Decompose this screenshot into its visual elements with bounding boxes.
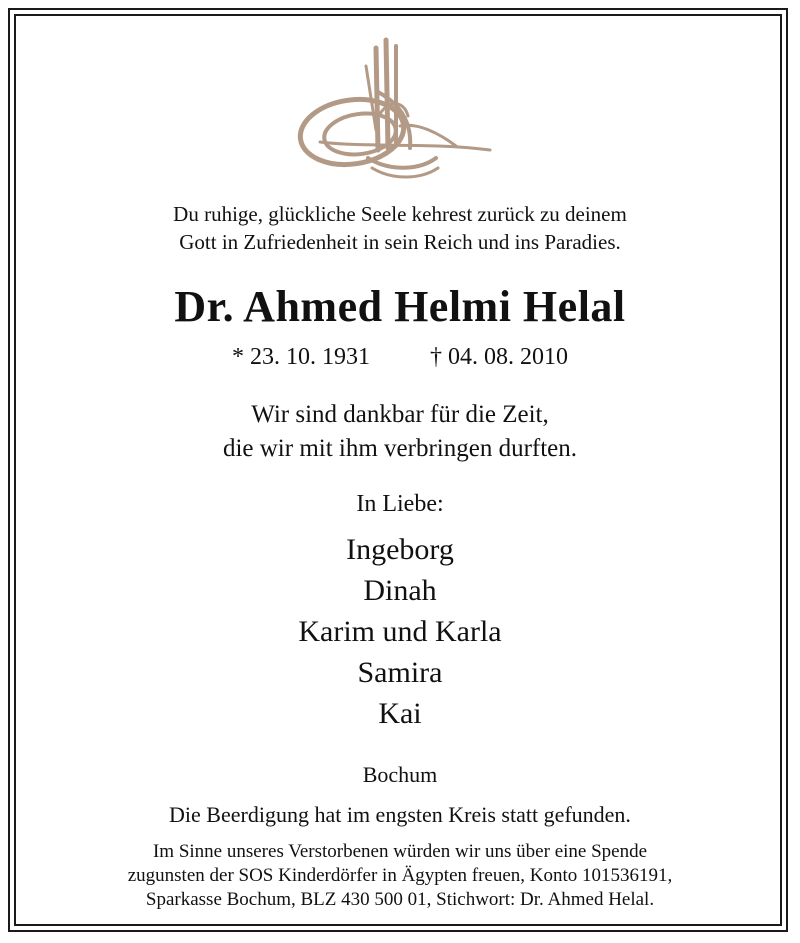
life-dates (0, 345, 800, 369)
mourner-name: Dinah (363, 574, 437, 607)
donation-line-2: zugunsten der SOS Kinderdörfer in Ägypten freuen, Konto 101536191, (127, 865, 673, 886)
verse-line-2: Gott in Zufriedenheit in sein Reich und ins Paradies. (179, 230, 621, 254)
mourner-name: Karim und Karla (298, 615, 502, 648)
death-date: † 04. 08. 2010 (430, 344, 568, 370)
verse-line-1: Du ruhige, glückliche Seele kehrest zurück zu deinem (173, 202, 627, 226)
mourner-name: Kai (378, 697, 422, 730)
mourners-intro: In Liebe: (356, 491, 444, 517)
gratitude-line-1: Wir sind dankbar für die Zeit, (251, 401, 549, 428)
burial-note: Die Beerdigung hat im engsten Kreis statt gefunden. (169, 802, 631, 827)
donation-line-3: Sparkasse Bochum, BLZ 430 500 01, Stichwort: Dr. Ahmed Helal. (145, 889, 655, 910)
donation-line-1: Im Sinne unseres Verstorbenen würden wir uns über eine Spende (152, 841, 648, 862)
location: Bochum (362, 762, 438, 787)
tughra-calligraphy-icon (280, 30, 520, 190)
birth-date: * 23. 10. 1931 (232, 344, 370, 370)
mourner-name: Ingeborg (346, 533, 454, 566)
mourner-name: Samira (357, 656, 443, 689)
deceased-name: Dr. Ahmed Helmi Helal (174, 282, 626, 331)
gratitude-line-2: die wir mit ihm verbringen durften. (222, 435, 578, 462)
